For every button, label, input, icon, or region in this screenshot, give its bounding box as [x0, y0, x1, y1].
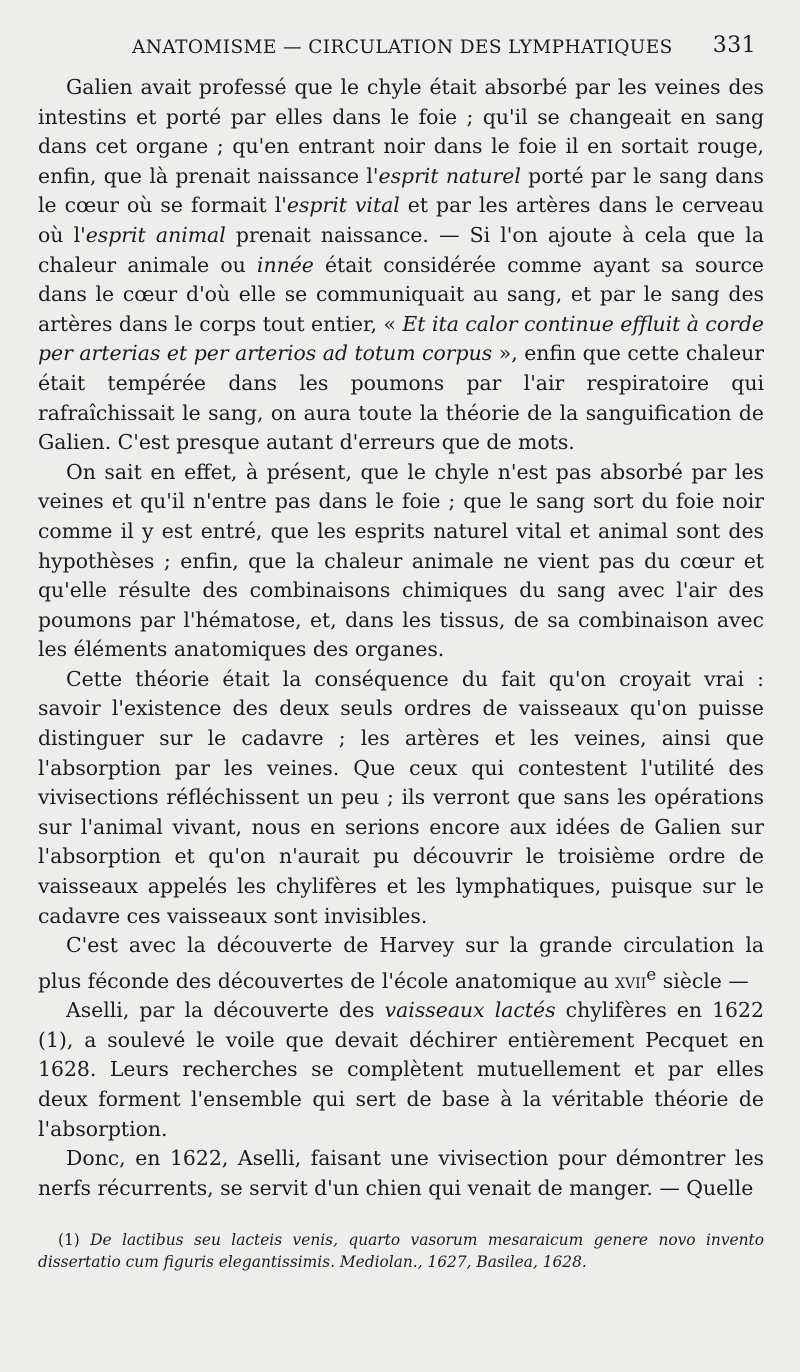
- paragraph-aselli: [38, 996, 764, 1144]
- text-run: prenait naissance. — Si l'on ajoute à cela que la chaleur animale ou: [38, 222, 764, 277]
- page-number: 331: [712, 33, 756, 58]
- italic-latin-quote: Et ita calor continue effluit à corde per arterias et per arterios ad totum corpus: [38, 311, 764, 366]
- paragraph-donc: Donc, en 1622, Aselli, faisant une vivisection pour démontrer les nerfs récurrents, se servit d'un chien qui venait de manger. — Quelle: [38, 1146, 764, 1200]
- italic-vaisseaux-lactes: vaisseaux lactés: [384, 998, 556, 1023]
- text-run: et par les artères dans le cerveau où l': [38, 193, 764, 247]
- text-run: porté par le sang dans le cœur où se formait l': [38, 163, 764, 218]
- text-run: Aselli, par la découverte des: [66, 998, 385, 1023]
- footnote-text: De lactibus seu lacteis venis, quarto vasorum mesaraicum genere novo invento dissertatio cum figuris elegantissimis. Mediolan., 1627, Basilea, 1628.: [38, 1231, 764, 1272]
- page-header: [38, 33, 764, 63]
- running-head: ANATOMISME — CIRCULATION DES LYMPHATIQUES: [132, 37, 673, 58]
- italic-esprit-naturel: esprit naturel: [378, 163, 521, 188]
- body-text: [38, 73, 764, 1203]
- text-run: Galien avait professé que le chyle était absorbé par les veines des intestins et porté par elles dans le foie ; qu'il se changeait en sang dans cet organe ; qu'en entrant noir dans le foie il en sortait rouge, enfin, que là prenait naissance l': [38, 75, 764, 188]
- paragraph-on-sait: On sait en effet, à présent, que le chyle n'est pas absorbé par les veines et qu'il n'entre pas dans le foie ; que le sang sort du foie noir comme il y est entré, que les esprits naturel vital et animal sont des hypothèses ; enfin, que la chaleur animale ne vient pas du cœur et qu'elle résulte des combinaisons chimiques du sang avec l'air des poumons par l'hématose, et, dans les tissus, de sa combinaison avec les éléments anatomiques des organes.: [38, 459, 764, 662]
- text-run: », enfin que cette chaleur était tempérée dans les poumons par l'air respiratoire qui rafraîchissait le sang, on aura toute la théorie de la sanguification de Galien. C'est presque autant d'erreurs que de mots.: [38, 341, 765, 455]
- italic-innee: innée: [256, 252, 314, 277]
- italic-esprit-vital: esprit vital: [286, 193, 400, 218]
- text-run: siècle —: [656, 968, 749, 993]
- text-run: était considérée comme ayant sa source dans le cœur d'où elle se communiquait au sang, et par le sang des artères dans le corps tout entier, «: [38, 252, 764, 336]
- text-run: C'est avec la découverte de Harvey sur la grande circulation la plus féconde des découvertes de l'école anatomique au: [38, 933, 764, 993]
- paragraph-galien: [38, 73, 764, 458]
- paragraph-harvey: [38, 931, 764, 996]
- footnote: [38, 1229, 764, 1273]
- century-numeral: xvii: [615, 968, 647, 993]
- text-run: chylifères en 1622 (1), a soulevé le voile que devait déchirer entièrement Pecquet en 1628. Leurs recherches se complètent mutuellement et par elles deux forment l'ensemble qui sert de base à la véritable théorie de l'absorption.: [38, 998, 764, 1141]
- footnote-marker: (1): [58, 1231, 80, 1250]
- century-superscript: e: [646, 964, 657, 985]
- paragraph-cette-theorie: Cette théorie était la conséquence du fait qu'on croyait vrai : savoir l'existence des deux seuls ordres de vaisseaux qu'on puisse distinguer sur le cadavre ; les artères et les veines, ainsi que l'absorption par les veines. Que ceux qui contestent l'utilité des vivisections réfléchissent un peu ; ils verront que sans les opérations sur l'animal vivant, nous en serions encore aux idées de Galien sur l'absorption et qu'on n'aurait pu découvrir le troisième ordre de vaisseaux appelés les chylifères et les lymphatiques, puisque sur le cadavre ces vaisseaux sont invisibles.: [38, 666, 764, 928]
- italic-esprit-animal: esprit animal: [85, 222, 226, 247]
